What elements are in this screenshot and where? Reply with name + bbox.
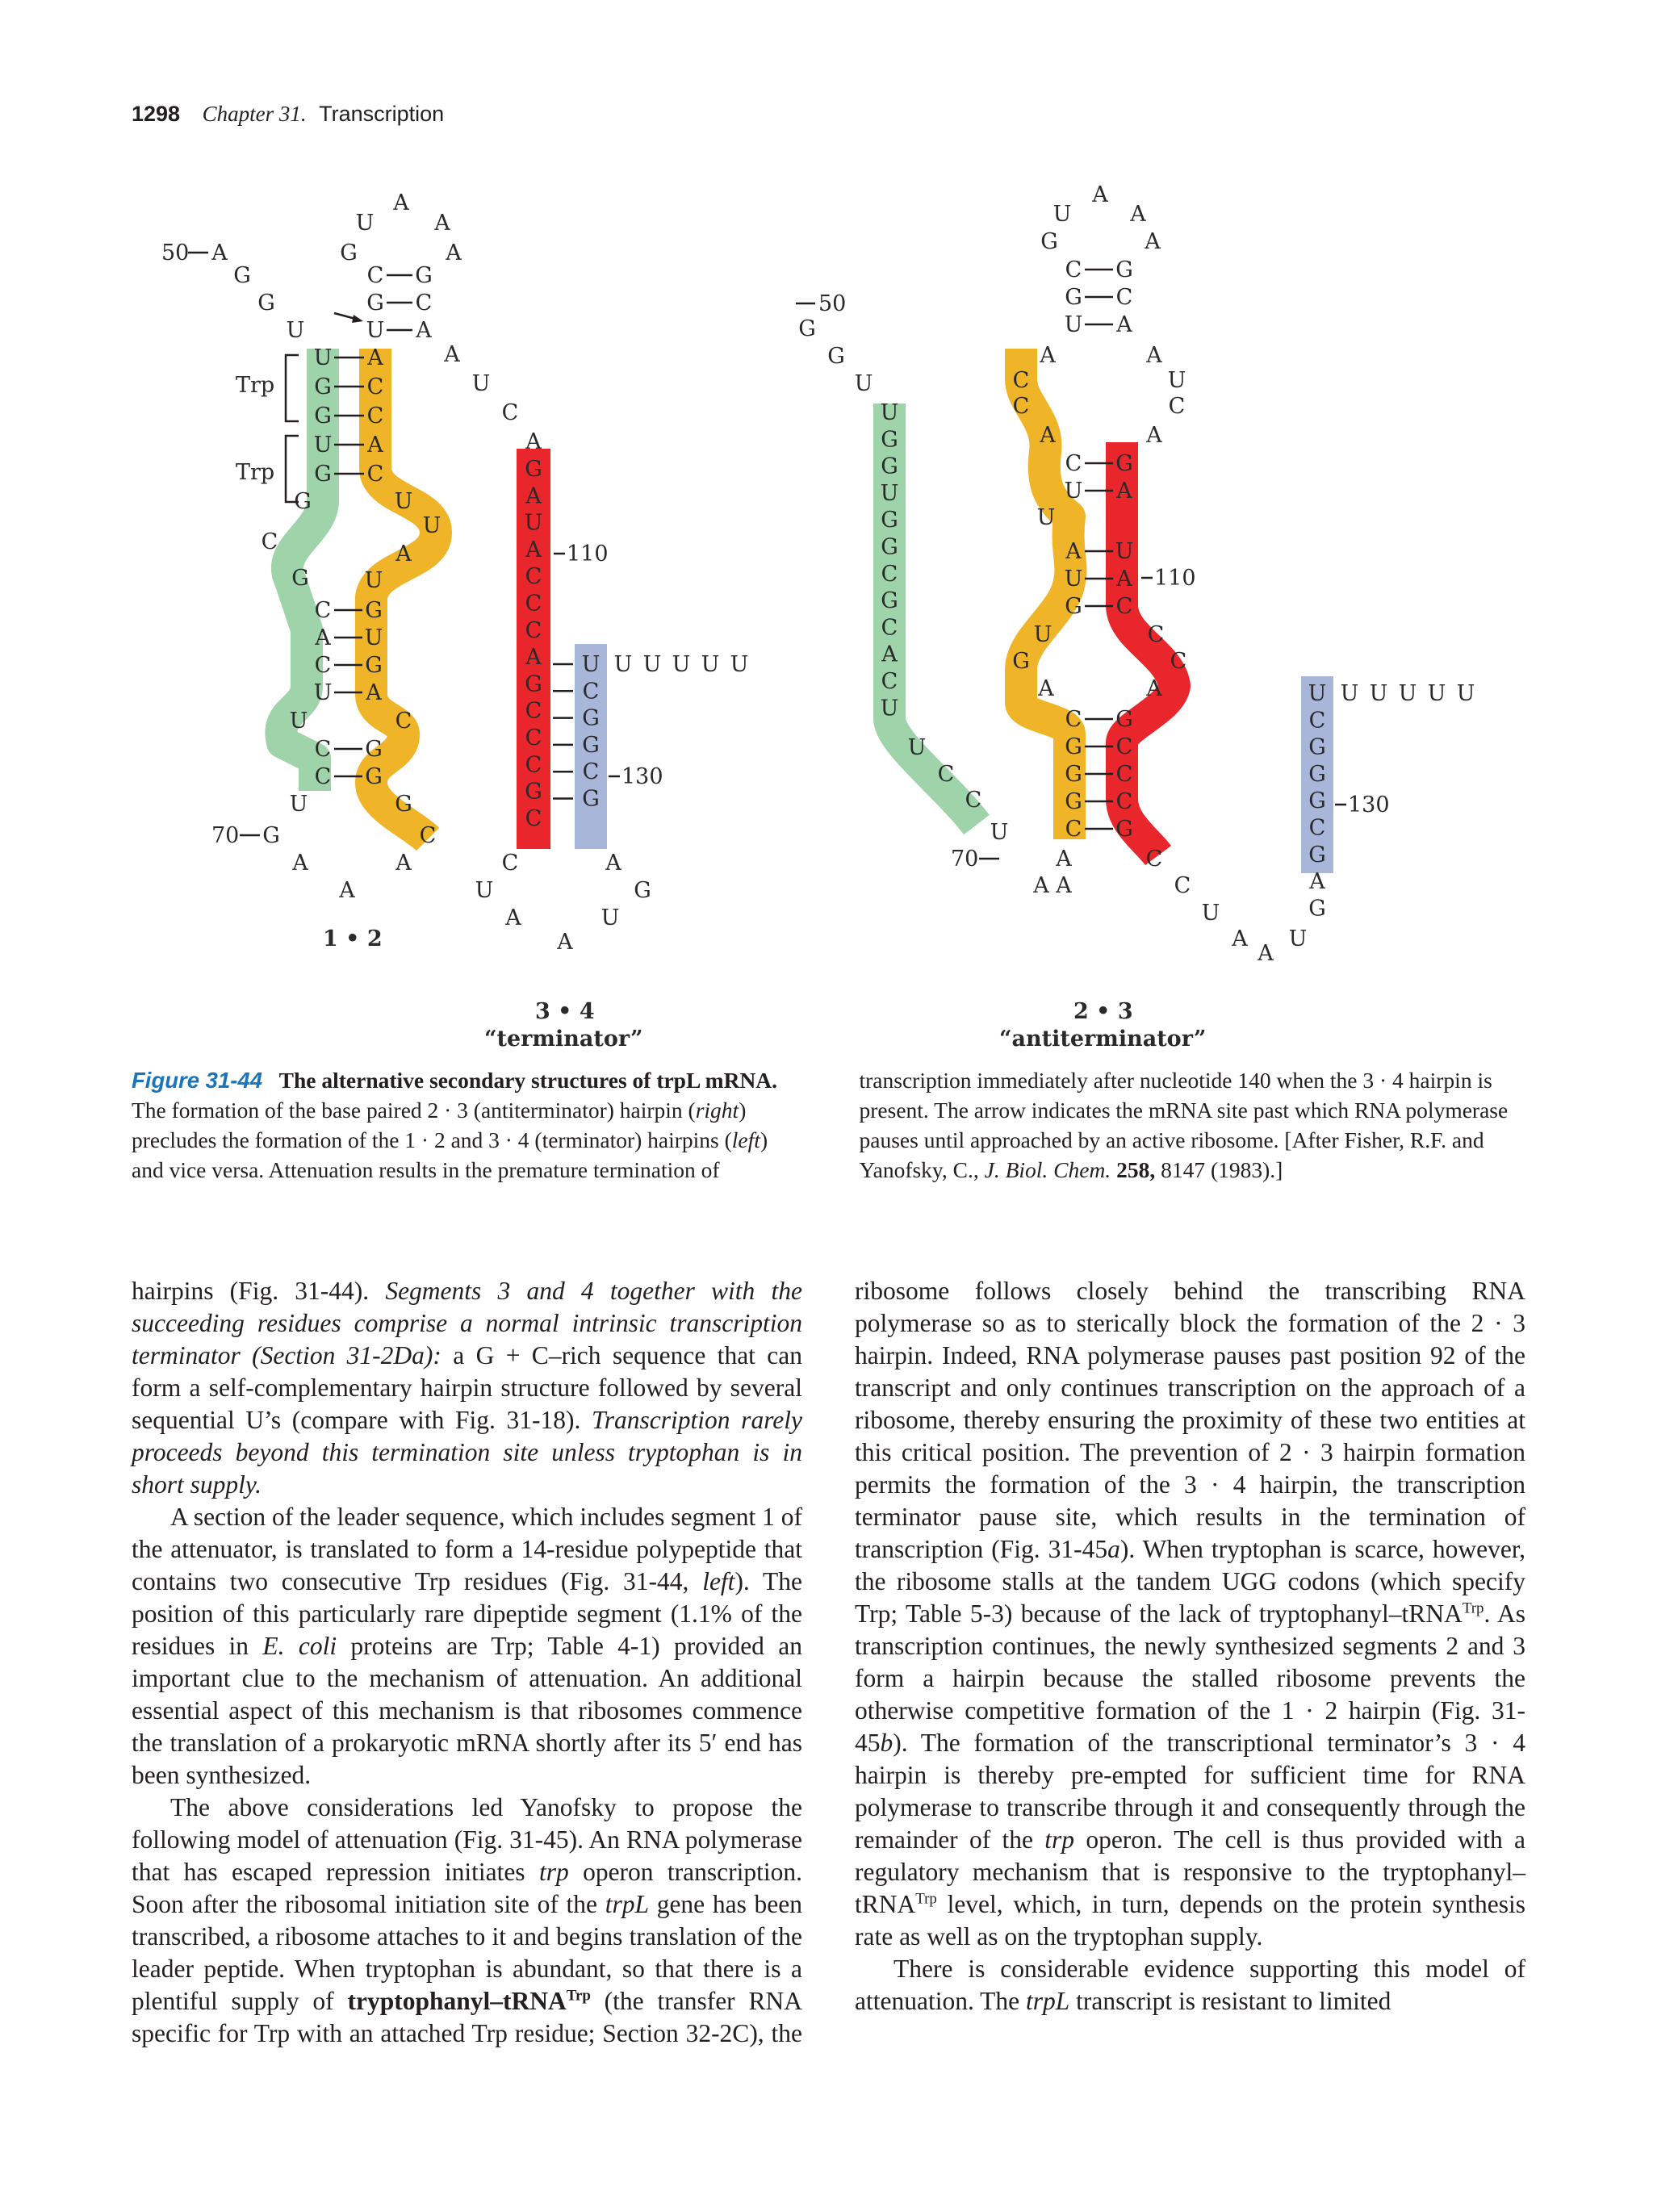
nucleotide: G (365, 653, 383, 678)
nucleotide: C (314, 653, 332, 678)
segment-4-nucleotide: G (1308, 788, 1326, 814)
p3-m: trp (1044, 1825, 1075, 1854)
segment-3-nucleotide: G (525, 671, 542, 697)
segment-4-nucleotide: C (1308, 815, 1326, 841)
nucleotide: C (314, 598, 332, 623)
nucleotide: A (1065, 539, 1082, 564)
left-hairpin-number: 3 • 4 (535, 999, 595, 1024)
nucleotide: C (1065, 817, 1082, 842)
label-70-left: 70 (211, 823, 240, 848)
segment-3-nucleotide: U (524, 510, 543, 536)
nucleotide: A (211, 240, 228, 266)
nucleotide: U (471, 371, 491, 396)
nucleotide: U (1052, 202, 1072, 227)
segment-1-nucleotide: U (880, 480, 899, 506)
nucleotide: U (475, 878, 494, 903)
nucleotide: A (1116, 312, 1132, 337)
segment-1-nucleotide: C (881, 561, 898, 587)
nucleotide: C (1012, 368, 1030, 393)
segment-4-nucleotide: G (582, 705, 600, 731)
poly-u-nucleotide: U (1427, 681, 1446, 706)
nucleotide: U (422, 513, 441, 538)
segment-1-nucleotide: U (880, 696, 899, 721)
nucleotide: A (1145, 229, 1161, 254)
p3-o: level, which, in turn, depends on the protein synthesis rate as well as on the tryptophan supply. (855, 1890, 1525, 1951)
segment-3-nucleotide: C (525, 591, 542, 617)
nucleotide: C (1115, 734, 1133, 759)
nucleotide: U (1201, 901, 1220, 926)
right-hairpin-name: “antiterminator” (999, 1027, 1207, 1052)
segment-4-nucleotide: G (1308, 842, 1326, 868)
nucleotide: U (313, 680, 333, 705)
nucleotide: G (1040, 229, 1058, 254)
figure-number: Figure 31-44 (132, 1068, 263, 1093)
nucleotide: C (1065, 451, 1082, 476)
label-70-right: 70 (951, 847, 979, 872)
nucleotide: U (1064, 567, 1083, 592)
nucleotide: U (1064, 479, 1083, 504)
label-50-right: 50 (818, 291, 847, 316)
right-hairpin-number: 2 • 3 (1073, 999, 1133, 1024)
caption-pages: 8147 (1983).] (1155, 1157, 1283, 1182)
nucleotide: A (1056, 873, 1072, 898)
segment-4-nucleotide: G (1308, 734, 1326, 760)
nucleotide: C (366, 263, 384, 288)
nucleotide: U (854, 371, 873, 396)
nucleotide: U (366, 318, 385, 343)
nucleotide: G (1115, 707, 1133, 732)
nucleotide: A (525, 429, 542, 454)
caption-right: right (695, 1098, 739, 1123)
segment-4-nucleotide: G (1308, 761, 1326, 787)
p3-sup: Trp (566, 1987, 591, 2005)
nucleotide: C (314, 737, 332, 762)
poly-u-nucleotide: U (701, 652, 720, 677)
nucleotide: U (1288, 926, 1308, 951)
segment-1-band-right (889, 404, 977, 825)
nucleotide: U (313, 345, 333, 370)
nucleotide: G (1065, 789, 1082, 814)
p3-f: tryptophanyl–tRNA (347, 1987, 567, 2015)
nucleotide: G (340, 240, 358, 266)
segment-3-nucleotide: C (525, 805, 542, 831)
left-pair-title: 1 • 2 (323, 926, 383, 951)
nucleotide: A (605, 851, 621, 876)
paragraph-2 (132, 1501, 802, 1792)
p4-b: trpL (1025, 1987, 1070, 2015)
nucleotide: C (419, 823, 437, 848)
poly-u-nucleotide: U (1340, 681, 1359, 706)
nucleotide: G (1065, 285, 1082, 310)
nucleotide: U (907, 735, 927, 760)
nucleotide: U (286, 318, 305, 343)
nucleotide: A (1038, 676, 1054, 701)
p3-b: trp (538, 1858, 569, 1886)
nucleotide: A (557, 930, 573, 955)
p4-c: transcript is resistant to limited (1069, 1987, 1391, 2015)
p3-e: gene has been transcribed, a ribosome attaches to it and begins translation of the leader peptide. When tryptophan is abundant, so that there is a plentiful supply of (132, 1890, 803, 2015)
nucleotide: A (444, 342, 460, 367)
segment-1-nucleotide: A (881, 642, 898, 667)
left-hairpin-name: “terminator” (484, 1027, 643, 1052)
poly-u-nucleotide: U (672, 652, 691, 677)
caption-left: left (731, 1127, 760, 1152)
nucleotide: A (366, 680, 382, 705)
nucleotide: C (1174, 873, 1191, 898)
nucleotide: A (395, 542, 412, 567)
p2-e: proteins are Trp; Table 4-1) provided an important clue to the mechanism of attenuation. An additional essential aspect of this mechanism is that ribosomes commence the translation of a prokaryotic mRNA shortly after its 5′ end has been synthesized. (132, 1632, 802, 1789)
nucleotide: G (365, 598, 383, 623)
nucleotide: G (827, 344, 845, 369)
nucleotide: A (1040, 343, 1056, 368)
nucleotide: C (501, 851, 519, 876)
nucleotide: U (364, 625, 383, 650)
p3-h: a (1107, 1535, 1120, 1563)
nucleotide: C (314, 764, 332, 789)
left-nucleotides (211, 190, 748, 955)
nucleotide: A (434, 211, 450, 236)
poly-u-nucleotide: U (730, 652, 749, 677)
nucleotide: A (1258, 941, 1274, 966)
nucleotide: U (990, 820, 1009, 845)
segment-3-nucleotide: C (525, 617, 542, 643)
p2-b: left (702, 1567, 735, 1595)
chapter-title: Transcription (319, 102, 445, 126)
segment-4-nucleotide: G (1308, 896, 1326, 922)
nucleotide: G (1115, 817, 1133, 842)
page-number: 1298 (132, 102, 181, 126)
caption-volume: 258, (1116, 1157, 1156, 1182)
nucleotide: A (416, 318, 432, 343)
nucleotide: G (314, 374, 332, 399)
segment-3-nucleotide: G (525, 779, 542, 805)
nucleotide: U (1036, 505, 1056, 530)
rna-structure-figure (0, 0, 1653, 1065)
segment-3-nucleotide: C (525, 698, 542, 724)
pause-arrow-icon (334, 313, 363, 323)
segment-4-nucleotide: A (1309, 869, 1325, 895)
nucleotide: A (446, 240, 462, 266)
nucleotide: C (1115, 789, 1133, 814)
segment-1-nucleotide: G (881, 508, 898, 533)
p3-g: (the transfer RNA specific for Trp with an attached Trp residue; Section 32-2C), the ribosome follows closely behind the transcribing RNA polymerase so as to sterically block the formation of the 2 · 3 hairpin. Indeed, RNA polymerase pauses past position 92 of the transcript and only continues transcription on the approach of a ribosome, thereby ensuring the proximity of these two entities at this critical position. The prevention of 2 · 3 hairpin formation permits the formation of the 3 · 4 hairpin, the transcription terminator pause site, which results in the termination of transcription (Fig. 31-45 (132, 1277, 1525, 2047)
nucleotide: C (1147, 622, 1165, 647)
nucleotide: C (1115, 762, 1133, 787)
nucleotide: G (233, 263, 251, 288)
nucleotide: G (395, 792, 412, 817)
p3-sup3: Trp (915, 1890, 937, 1908)
p3-k: b (880, 1729, 893, 1757)
nucleotide: A (1092, 182, 1108, 207)
trp-label-2: Trp (236, 460, 275, 485)
segment-4-nucleotide: G (582, 786, 600, 812)
nucleotide: C (1065, 707, 1082, 732)
p3-a: The above considerations led Yanofsky to propose the following model of attenuation (Fig. 31-45). An RNA polymerase that has escaped repression initiates (132, 1793, 802, 1886)
poly-u-nucleotide: U (1398, 681, 1417, 706)
nucleotide: C (1012, 394, 1030, 419)
p3-l: ). The formation of the transcriptional terminator’s 3 · 4 hairpin is thereby pre-empted for sufficient time for RNA polymerase to transcribe through it and consequently through the remainder of the (855, 1729, 1525, 1854)
segment-3-nucleotide: C (525, 725, 542, 751)
nucleotide: C (415, 291, 433, 316)
segment-4-nucleotide: U (1308, 681, 1327, 706)
nucleotide: A (1130, 202, 1146, 227)
chapter-label: Chapter 31. (202, 102, 307, 126)
segment-4-nucleotide: G (582, 732, 600, 758)
nucleotide: G (1115, 257, 1133, 282)
nucleotide: G (366, 291, 384, 316)
segment-4-nucleotide: U (581, 652, 601, 677)
p2-a: A section of the leader sequence, which includes segment 1 of the attenuator, is translated to form a 14-residue polypeptide that contains two consecutive Trp residues (Fig. 31-44, (132, 1503, 802, 1595)
segment-1-nucleotide: G (881, 534, 898, 560)
nucleotide: G (314, 404, 332, 429)
p1-d: Transcription rarely proceeds beyond this termination site unless tryptophan is in short supply. (132, 1406, 802, 1499)
nucleotide: G (1065, 762, 1082, 787)
nucleotide: U (1064, 312, 1083, 337)
nucleotide: C (501, 400, 519, 425)
nucleotide: G (1012, 649, 1030, 674)
segment-1-nucleotide: C (881, 615, 898, 641)
nucleotide: G (262, 823, 280, 848)
segment-3-nucleotide: A (525, 483, 542, 509)
p1-a: hairpins (Fig. 31-44). (132, 1277, 386, 1305)
paragraph-1 (132, 1275, 802, 1501)
nucleotide: G (415, 263, 433, 288)
nucleotide: C (261, 529, 278, 554)
p3-c: operon transcription. Soon after the ribosomal initiation site of the (132, 1858, 802, 1918)
nucleotide: G (634, 878, 651, 903)
nucleotide: C (366, 374, 384, 399)
caption-text-a: The formation of the base paired 2 · 3 (antiterminator) hairpin ( (132, 1098, 696, 1123)
nucleotide: U (364, 568, 383, 593)
nucleotide: G (1115, 451, 1133, 476)
segment-3-nucleotide: C (525, 752, 542, 778)
p3-j: . As transcription continues, the newly synthesized segments 2 and 3 form a hairpin because the stalled ribosome prevents the otherwise competitive formation of the 1 · 2 hairpin (Fig. 31-45 (855, 1599, 1525, 1757)
nucleotide: A (315, 625, 331, 650)
poly-u-nucleotide: U (613, 652, 633, 677)
caption-text-b: ) precludes the formation of the 1 · 2 and 3 · 4 (terminator) hairpins ( (132, 1098, 747, 1152)
nucleotide: U (313, 433, 333, 458)
nucleotide: U (601, 905, 620, 930)
p3-n: operon. The cell is thus provided with a regulatory mechanism that is responsive to the tryptophanyl–tRNA (855, 1825, 1525, 1918)
nucleotide: A (1033, 873, 1049, 898)
nucleotide: A (1146, 423, 1162, 448)
poly-u-nucleotide: U (1456, 681, 1475, 706)
label-130-right: 130 (1348, 792, 1390, 817)
segment-4-nucleotide: C (582, 759, 600, 785)
poly-u-nucleotide: U (1369, 681, 1388, 706)
nucleotide: G (1065, 734, 1082, 759)
body-text (132, 1275, 1525, 2050)
p3-d: trpL (605, 1890, 649, 1918)
p1-c: a G + C–rich sequence that can form a self-complementary hairpin structure followed by several sequential U’s (compare with Fig. 31-18). (132, 1341, 802, 1434)
segment-1-nucleotide: G (881, 588, 898, 614)
nucleotide: G (294, 489, 312, 514)
caption-journal: J. Biol. Chem. (984, 1157, 1111, 1182)
nucleotide: C (965, 788, 982, 813)
nucleotide: C (1145, 847, 1163, 872)
label-110-right: 110 (1154, 566, 1196, 591)
paragraph-4 (855, 1953, 1525, 2018)
nucleotide: G (1065, 594, 1082, 619)
nucleotide: A (367, 345, 383, 370)
nucleotide: A (1146, 676, 1162, 701)
nucleotide: A (367, 433, 383, 458)
nucleotide: C (1115, 285, 1133, 310)
nucleotide: C (366, 404, 384, 429)
p4-a: There is considerable evidence supporting this model of attenuation. The (855, 1955, 1525, 2015)
nucleotide: C (395, 709, 412, 734)
nucleotide: A (505, 905, 521, 930)
label-50-left: 50 (161, 240, 190, 266)
nucleotide: U (1115, 539, 1134, 564)
poly-u-nucleotide: U (642, 652, 662, 677)
label-110-left: 110 (567, 542, 609, 567)
nucleotide: A (393, 190, 409, 215)
nucleotide: A (1040, 423, 1056, 448)
segment-3-nucleotide: A (525, 537, 542, 562)
segment-4-nucleotide: C (1308, 708, 1326, 734)
segment-3-nucleotide: C (525, 564, 542, 590)
nucleotide: C (1170, 649, 1187, 674)
nucleotide: A (339, 878, 355, 903)
nucleotide: G (798, 316, 816, 341)
nucleotide: G (365, 737, 383, 762)
p2-c: ). The position of this particularly rare dipeptide segment (1.1% of the residues in (132, 1567, 802, 1660)
nucleotide: C (1115, 594, 1133, 619)
label-130-left: 130 (621, 764, 663, 789)
figure-title: The alternative secondary structures of trpL mRNA. (278, 1068, 778, 1093)
nucleotide: U (355, 211, 375, 236)
segment-3-nucleotide: G (525, 457, 542, 482)
p1-b: Segments 3 and 4 together with the succeeding residues comprise a normal intrinsic transcription terminator (Section 31-2Da): (132, 1277, 802, 1369)
p3-i: ). When tryptophan is scarce, however, the ribosome stalls at the tandem UGG codons (which specify Trp; Table 5-3) because of the lack of tryptophanyl–tRNA (855, 1535, 1525, 1628)
segment-1-nucleotide: G (881, 454, 898, 479)
nucleotide: U (1033, 622, 1052, 647)
segment-1-nucleotide: G (881, 427, 898, 453)
nucleotide: G (257, 291, 275, 316)
nucleotide: G (365, 764, 383, 789)
nucleotide: G (314, 462, 332, 487)
nucleotide: A (1116, 567, 1132, 592)
nucleotide: C (366, 462, 384, 487)
nucleotide: G (291, 566, 309, 591)
trp-label-1: Trp (236, 373, 275, 398)
nucleotide: A (395, 851, 412, 876)
nucleotide: A (1146, 343, 1162, 368)
figure-caption (132, 1065, 1525, 1185)
segment-4-nucleotide: C (582, 679, 600, 705)
p3-sup2: Trp (1462, 1599, 1484, 1617)
nucleotide: U (394, 489, 413, 514)
nucleotide: U (289, 709, 308, 734)
segment-1-nucleotide: C (881, 669, 898, 694)
nucleotide: C (1168, 394, 1186, 419)
nucleotide: C (937, 762, 955, 787)
nucleotide: A (1232, 926, 1248, 951)
p2-d: E. coli (262, 1632, 337, 1660)
trp-brackets (286, 355, 299, 502)
nucleotide: C (1065, 257, 1082, 282)
nucleotide: A (292, 851, 308, 876)
segment-3-nucleotide: A (525, 645, 542, 671)
nucleotide: U (289, 792, 308, 817)
nucleotide: A (1116, 479, 1132, 504)
caption-text-c: ) and vice versa. Attenuation results in the premature termination of transcription immediately after nucleotide 140 when the 3 · 4 hairpin is present. The arrow indicates the mRNA site past which RNA polymerase pauses until approached by an active ribosome. [After Fisher, R.F. and Yanofsky, C., (132, 1068, 1509, 1182)
nucleotide: U (1167, 368, 1186, 393)
nucleotide: A (1056, 847, 1072, 872)
segment-1-nucleotide: U (880, 400, 899, 425)
